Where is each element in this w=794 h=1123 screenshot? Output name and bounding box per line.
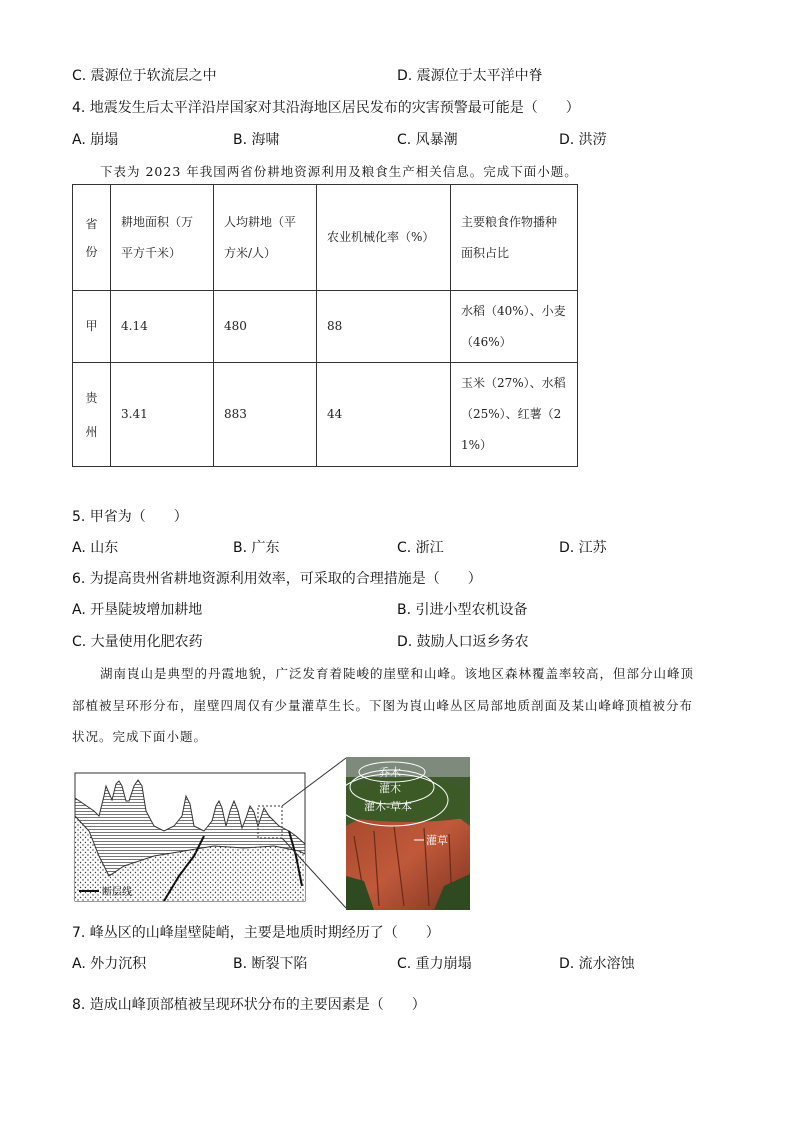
q4-option-c: C. 风暴潮 xyxy=(397,132,458,148)
cell-per-capita: 480 xyxy=(214,291,317,363)
cell-per-capita: 883 xyxy=(214,363,317,467)
q7-option-c: C. 重力崩塌 xyxy=(397,956,472,972)
header-province: 省份 xyxy=(73,185,111,291)
cell-province: 贵州 xyxy=(73,363,111,467)
header-per-capita: 人均耕地（平方米/人） xyxy=(214,185,317,291)
passage-line-1: 湖南崀山是典型的丹霞地貌，广泛发育着陡峻的崖壁和山峰。该地区森林覆盖率较高，但部分山峰顶 xyxy=(100,666,695,681)
q5-option-a: A. 山东 xyxy=(72,540,119,556)
q3-option-c: C. 震源位于软流层之中 xyxy=(72,68,217,84)
cell-crops: 玉米（27%）、水稻（25%）、红薯（21%） xyxy=(451,363,578,467)
label-grass: 灌草 xyxy=(426,834,448,847)
q7-stem: 7. 峰丛区的山峰崖壁陡峭，主要是地质时期经历了（ ） xyxy=(72,925,440,941)
table-row xyxy=(73,363,578,467)
q6-option-b: B. 引进小型农机设备 xyxy=(397,602,528,618)
q7-option-b: B. 断裂下陷 xyxy=(233,956,308,972)
q3-option-d: D. 震源位于太平洋中脊 xyxy=(397,68,543,84)
header-crops: 主要粮食作物播种面积占比 xyxy=(451,185,578,291)
label-shrub: 灌木 xyxy=(379,782,401,795)
q8-stem: 8. 造成山峰顶部植被呈现环状分布的主要因素是（ ） xyxy=(72,997,426,1013)
label-tree: 乔木 xyxy=(379,766,401,779)
q4-option-d: D. 洪涝 xyxy=(559,132,607,148)
cell-mechanization: 44 xyxy=(317,363,451,467)
q4-stem: 4. 地震发生后太平洋沿岸国家对其沿海地区居民发布的灾害预警最可能是（ ） xyxy=(72,100,580,116)
fault-legend-label: 断层线 xyxy=(102,887,132,898)
table-header-row xyxy=(73,185,578,291)
q4-option-a: A. 崩塌 xyxy=(72,132,119,148)
q6-option-c: C. 大量使用化肥农药 xyxy=(72,634,203,650)
table-row xyxy=(73,291,578,363)
q5-option-b: B. 广东 xyxy=(233,540,280,556)
q7-option-a: A. 外力沉积 xyxy=(72,956,147,972)
geology-profile-diagram xyxy=(74,756,474,912)
passage-line-2: 部植被呈环形分布，崖壁四周仅有少量灌草生长。下图为崀山峰丛区局部地质剖面及某山峰峰顶植被分布 xyxy=(72,698,694,713)
q6-stem: 6. 为提高贵州省耕地资源利用效率，可采取的合理措施是（ ） xyxy=(72,571,482,587)
cell-area: 3.41 xyxy=(111,363,214,467)
q7-option-d: D. 流水溶蚀 xyxy=(559,956,635,972)
cell-area: 4.14 xyxy=(111,291,214,363)
cell-province: 甲 xyxy=(73,291,111,363)
q5-stem: 5. 甲省为（ ） xyxy=(72,509,188,525)
label-shrub-herb: 灌木-草本 xyxy=(364,800,412,813)
header-mechanization: 农业机械化率（%） xyxy=(317,185,451,291)
geology-figure xyxy=(74,756,474,912)
cell-crops: 水稻（40%）、小麦（46%） xyxy=(451,291,578,363)
table-intro: 下表为 2023 年我国两省份耕地资源利用及粮食生产相关信息。完成下面小题。 xyxy=(100,164,578,179)
summit-vegetation-photo xyxy=(336,757,470,910)
q4-option-b: B. 海啸 xyxy=(233,132,280,148)
q6-option-a: A. 开垦陡坡增加耕地 xyxy=(72,602,203,618)
q6-option-d: D. 鼓励人口返乡务农 xyxy=(397,634,529,650)
data-table xyxy=(72,184,578,467)
q5-option-c: C. 浙江 xyxy=(397,540,444,556)
cell-mechanization: 88 xyxy=(317,291,451,363)
header-area: 耕地面积（万平方千米） xyxy=(111,185,214,291)
q5-option-d: D. 江苏 xyxy=(559,540,607,556)
passage-line-3: 状况。完成下面小题。 xyxy=(72,729,208,744)
